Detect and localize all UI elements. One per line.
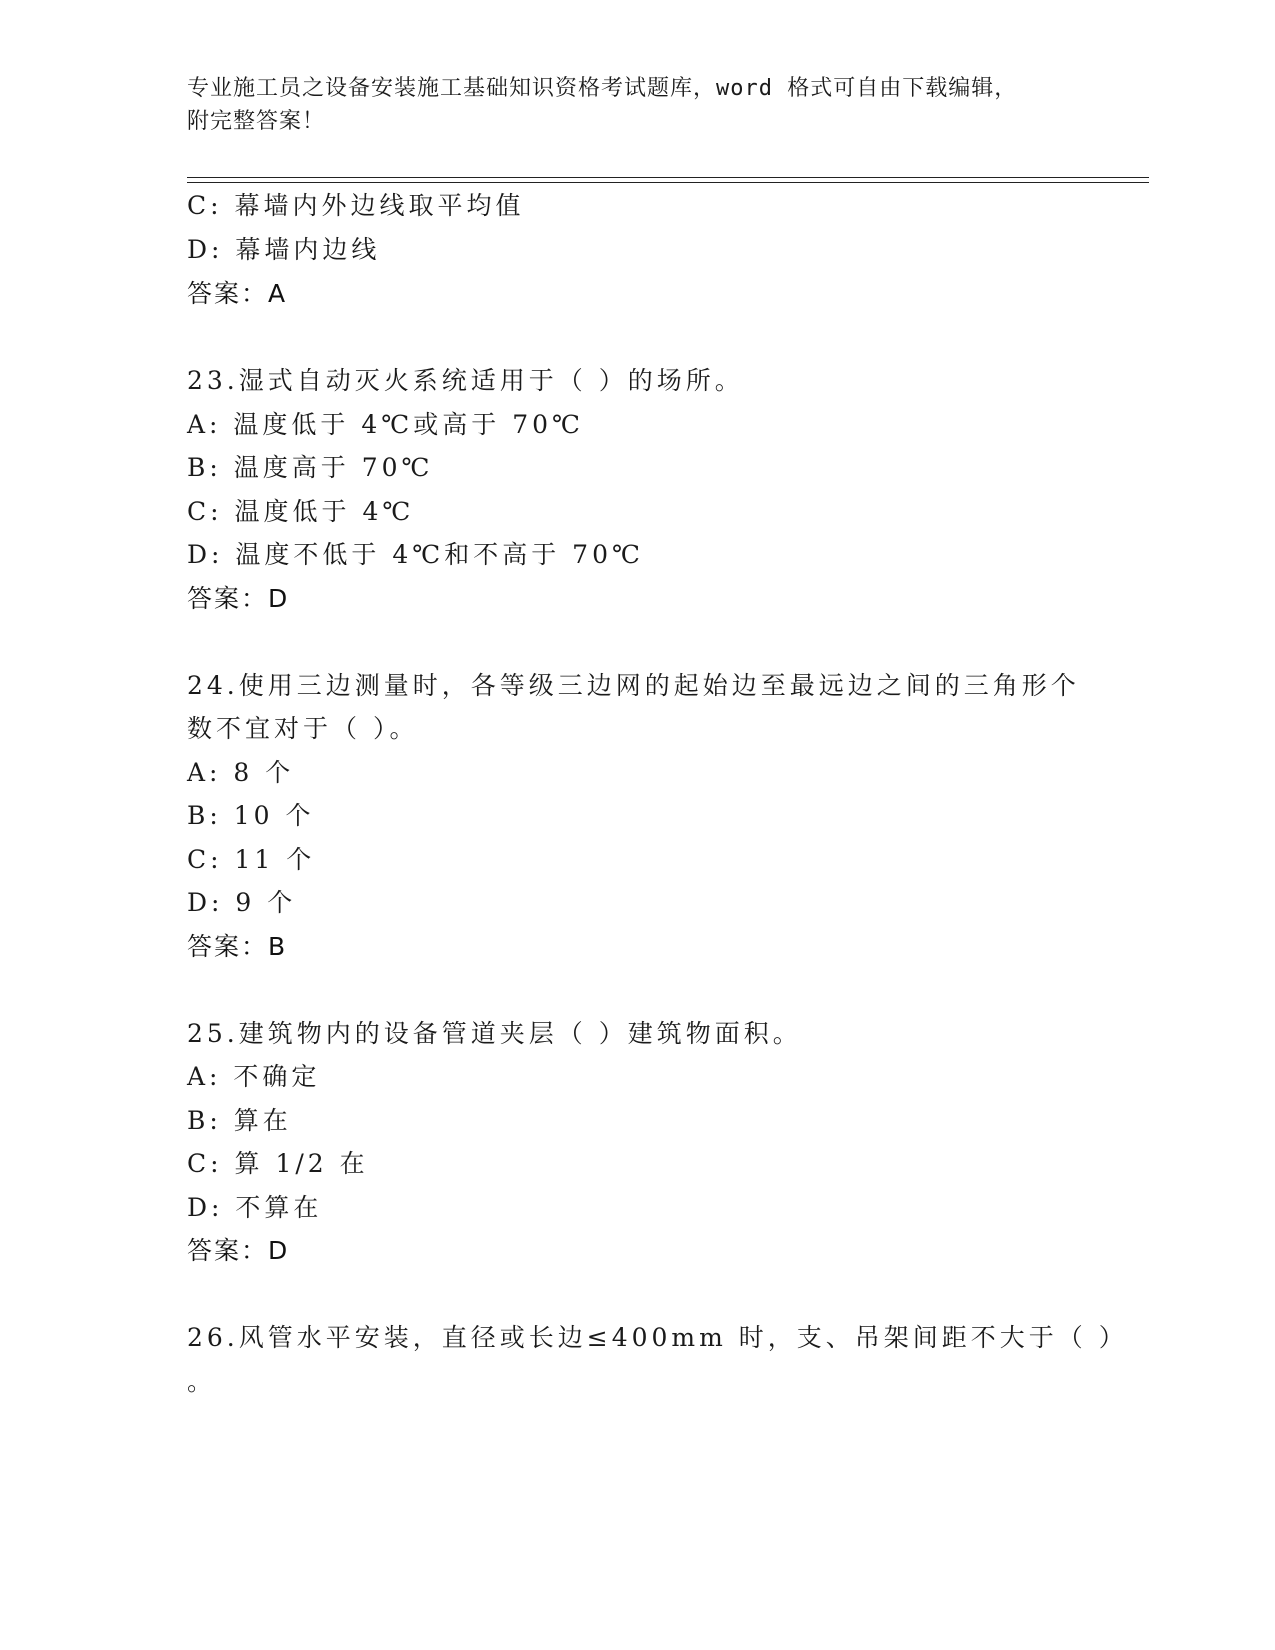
q24-option-a: A: 8 个: [187, 758, 295, 787]
q23-option-b: B: 温度高于 70℃: [187, 453, 434, 482]
q23-question: 23.湿式自动灭火系统适用于（ ）的场所。: [187, 366, 744, 395]
q26-question-line-2: 。: [187, 1367, 217, 1396]
header-title-line-2: 附完整答案！: [187, 109, 326, 134]
q23-answer: 答案：D: [187, 584, 290, 613]
prev-option-c: C: 幕墙内外边线取平均值: [187, 191, 525, 220]
prev-answer: 答案：A: [187, 279, 288, 308]
q23-option-d: D: 温度不低于 4℃和不高于 70℃: [187, 540, 644, 569]
q25-answer: 答案：D: [187, 1236, 290, 1265]
q25-question: 25.建筑物内的设备管道夹层（ ）建筑物面积。: [187, 1019, 802, 1048]
q24-question-line-1: 24.使用三边测量时，各等级三边网的起始边至最远边之间的三角形个: [187, 671, 1080, 700]
q25-option-a: A: 不确定: [187, 1062, 321, 1091]
q24-option-d: D: 9 个: [187, 888, 297, 917]
prev-option-d: D: 幕墙内边线: [187, 235, 381, 264]
q25-option-d: D: 不算在: [187, 1193, 323, 1222]
q23-option-c: C: 温度低于 4℃: [187, 497, 415, 526]
q25-option-b: B: 算在: [187, 1106, 292, 1135]
q26-question-line-1: 26.风管水平安装，直径或长边≤400mm 时，支、吊架间距不大于（ ）: [187, 1323, 1128, 1352]
q24-option-b: B: 10 个: [187, 801, 315, 830]
header-divider-top: [187, 177, 1149, 178]
header-divider-bottom: [187, 182, 1149, 183]
q24-answer: 答案：B: [187, 932, 288, 961]
q24-option-c: C: 11 个: [187, 845, 316, 874]
q25-option-c: C: 算 1/2 在: [187, 1149, 369, 1178]
header-title-line-1: 专业施工员之设备安装施工基础知识资格考试题库，word 格式可自由下载编辑，: [187, 76, 1018, 101]
q23-option-a: A: 温度低于 4℃或高于 70℃: [187, 410, 584, 439]
document-header: [187, 72, 1087, 138]
q24-question-line-2: 数不宜对于（ ）。: [187, 714, 419, 743]
